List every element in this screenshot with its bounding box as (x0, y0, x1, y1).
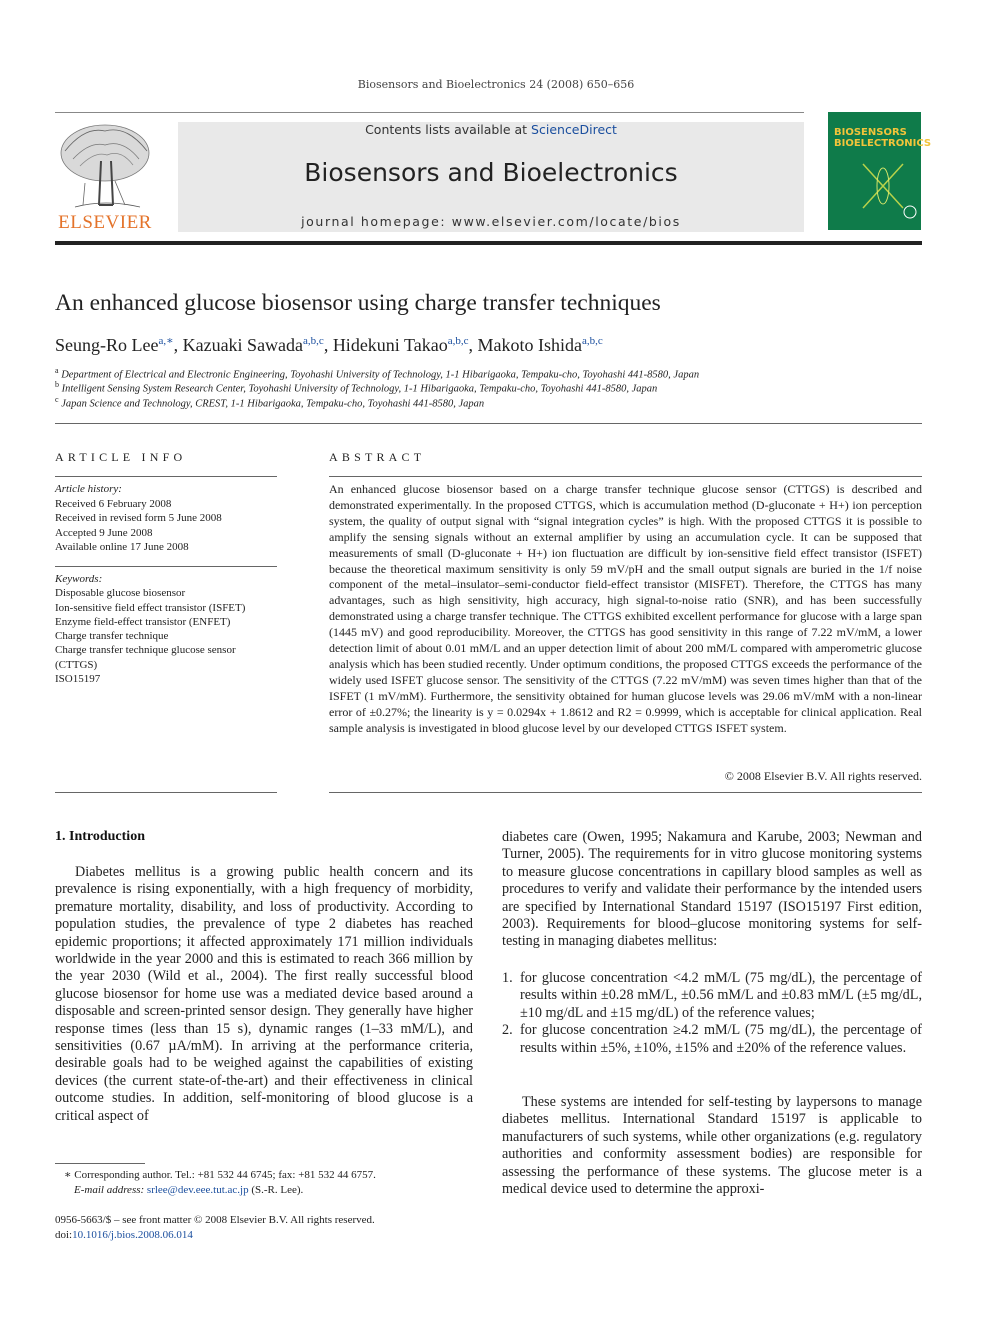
doi-label: doi: (55, 1228, 73, 1241)
journal-title: Biosensors and Bioelectronics (304, 158, 678, 187)
keywords-label: Keywords: (55, 573, 103, 585)
abstract-rule (329, 476, 922, 477)
footnote-rule (55, 1163, 145, 1164)
keyword-item: Charge transfer technique glucose sensor (55, 644, 236, 657)
keyword-item: Disposable glucose biosensor (55, 587, 186, 600)
cover-graphic-icon (858, 160, 908, 212)
cover-title-line1: BIOSENSORS (834, 127, 907, 138)
author-name[interactable]: Hidekuni Takao (332, 335, 448, 355)
intro-paragraph-right-1: diabetes care (Owen, 1995; Nakamura and Karube, 2003; Newman and Turner, 2005). The requirements for in vitro glucose monitoring systems to measure glucose concentrations in capillary blood samples as well as procedures to verify and validate their performance by the intended users are specified by International Standard 15197 (ISO15197 First edition, 2003). Requirements for blood–glucose monitoring systems for self-testing in managing diabetes mellitus: (502, 829, 922, 950)
email-label: E-mail address: (74, 1183, 147, 1196)
article-history (55, 482, 277, 555)
doi-line (55, 1228, 475, 1243)
requirement-text: for glucose concentration ≥4.2 mM/L (75 mg/dL), the percentage of results within ±5%, ±10%, ±15% and ±20% of the reference values. (520, 1022, 922, 1056)
author-name[interactable]: Kazuaki Sawada (182, 335, 304, 355)
history-item: Received in revised form 5 June 2008 (55, 512, 222, 524)
history-item: Received 6 February 2008 (55, 497, 172, 510)
sciencedirect-link[interactable]: ScienceDirect (531, 122, 617, 137)
author-list (55, 334, 603, 356)
history-label: Article history: (55, 483, 122, 495)
abstract-bottom-rule (329, 792, 922, 793)
article-info-rule (55, 476, 277, 477)
history-list (55, 497, 277, 555)
requirement-item (502, 1022, 922, 1057)
author-name[interactable]: Makoto Ishida (477, 335, 582, 355)
header-thick-rule (55, 241, 922, 245)
corresponding-author-text: ∗ Corresponding author. Tel.: +81 532 44 6745; fax: +81 532 44 6757. (64, 1169, 376, 1181)
requirement-number: 1. (502, 970, 513, 986)
author-name[interactable]: Seung-Ro Lee (55, 335, 159, 355)
abstract-text: An enhanced glucose biosensor based on a charge transfer technique glucose sensor (CTTGS) is described and demonstrated experimentally. In the proposed CTTGS, which is accumulation method (D-gluconate + H+) ion perception system, the quality of output signal with “signal integration cycles” is high. With the proposed CTTGS it is possible to amplify the sensing signals without an external amplifier by using an accumulation cycle. It can be supposed that measurements of small (D-gluconate + H+) ion fluctuation are difficult by ion-sensitive field effect transistor (ISFET) because the theoretical maximum sensitivity is only 59 mV/pH and the small output signals are buried in the 1/f noise component of the metal–insulator–semi-conductor field-effect transistor (MISFET). Therefore, the CTTGS has many advantages, such as high sensitivity, high accuracy, high signal-to-noise ratio (SNR), and has been successfully demonstrated using a charge transfer technique. The CTTGS exhibited excellent performance for glucose with a large span (1445 mV) and good reproducibility. Moreover, the CTTGS has good sensitivity in this range of 7.22 mV/mM, a lower detection limit of about 0.01 mM/L and an upper detection limit of about 200 mM/L compared with amperometric glucose analysis which has been studied recently. Under optimum conditions, the proposed CTTGS exceeds the performance of the widely used ISFET glucose sensor. The sensitivity of the CTTGS (7.22 mV/mM) was seven times higher than that of the ISFET (1 mV/mM). Furthermore, the sensitivity obtained for human glucose levels was 29.06 mV/mM with a non-linear error of ±0.27%; the linearity is y = 0.0294x + 1.8612 and R2 = 0.9999, which is acceptable for clinical application. Real sample analysis is investigated in blood glucose level by our developed CTTGS ISFET system. (329, 482, 922, 735)
corresponding-author-footnote (64, 1168, 484, 1197)
author-separator: , (323, 335, 333, 355)
intro-paragraph-right-2: These systems are intended for self-testing by laypersons to manage diabetes mellitus. International Standard 15197 is applicable to manufacturers of such systems, while other organizations (e.g. regulatory authorities and conformity assessment bodies) are responsible for assessing the performance of these systems. The glucose meter is a medical device used to determine the approxi- (502, 1094, 922, 1198)
journal-cover-thumbnail[interactable] (828, 112, 932, 230)
affiliation-c: $^c$ Japan Science and Technology, CREST, 1-1 Hibarigaoka, Tempaku-cho, Toyohashi 441-8580, Japan (55, 395, 485, 410)
author-affiliation-marks[interactable]: a,b,c (447, 335, 469, 347)
email-suffix: (S.-R. Lee). (248, 1183, 304, 1196)
introduction-heading: 1. Introduction (55, 829, 145, 844)
front-matter (55, 1213, 475, 1242)
affiliation-b: $^b$ Intelligent Sensing System Research Center, Toyohashi University of Technology, 1-1 Hibarigaoka, Tempaku-cho, Toyohashi 441-8580, Japan (55, 380, 658, 395)
journal-homepage[interactable]: journal homepage: www.elsevier.com/locate/bios (301, 214, 681, 229)
abstract-heading: ABSTRACT (329, 450, 426, 464)
author-separator: , (468, 335, 478, 355)
cover-emblem-icon (902, 204, 918, 220)
author-affiliation-marks[interactable]: a,b,c (581, 335, 603, 347)
affiliation-a: $^a$ Department of Electrical and Electronic Engineering, Toyohashi University of Technology, 1-1 Hibarigaoka, Tempaku-cho, Toyohashi 441-8580, Japan (55, 366, 700, 381)
keyword-item: Enzyme field-effect transistor (ENFET) (55, 615, 231, 628)
author-separator: , (173, 335, 183, 355)
article-info-bottom-rule (55, 792, 277, 793)
history-item: Available online 17 June 2008 (55, 541, 189, 553)
doi-link[interactable]: 10.1016/j.bios.2008.06.014 (72, 1228, 193, 1241)
copyright-notice: © 2008 Elsevier B.V. All rights reserved. (724, 769, 922, 783)
keywords-rule (55, 566, 277, 567)
header-top-rule (55, 112, 804, 113)
affiliation-divider (55, 423, 922, 424)
keyword-list (55, 586, 277, 686)
requirement-item (502, 970, 922, 1022)
email-line (64, 1183, 484, 1198)
requirements-list (502, 970, 922, 1057)
front-matter-text: 0956-5663/$ – see front matter © 2008 Elsevier B.V. All rights reserved. (55, 1214, 375, 1226)
journal-citation: Biosensors and Bioelectronics 24 (2008) 650–656 (357, 78, 635, 91)
cover-title-line2: BIOELECTRONICS (834, 138, 932, 149)
intro-paragraph-left: Diabetes mellitus is a growing public health concern and its prevalence is rising exponentially, with a high frequency of morbidity, premature mortality, disability, and loss of productivity. According to population studies, the prevalence of type 2 diabetes has reached epidemic proportions; it affected approximately 171 million individuals worldwide in the year 2000 and this is estimated to reach 366 million by the year 2030 (Wild et al., 2004). The first really successful blood glucose biosensor for home use was a mediated device based around a disposable and screen-printed sensor design. They generally have higher response times (less than 15 s), dynamic ranges (1–33 mM/L), and sensitivities (0.67 µA/mM). In arriving at the performance criteria, desirable goals had to be weighed against the capabilities of existing devices (the current state-of-the-art) and their effectiveness in clinical outcome studies. In addition, self-monitoring of blood glucose is a critical aspect of (55, 864, 473, 1124)
keyword-item: Charge transfer technique (55, 630, 169, 643)
keyword-item: (CTTGS) (55, 658, 98, 671)
contents-prefix: Contents lists available at (365, 122, 532, 137)
keywords-block (55, 572, 277, 686)
requirement-text: for glucose concentration <4.2 mM/L (75 mg/dL), the percentage of results within ±0.28 mM/L, ±0.56 mM/L and ±0.83 mM/L (±5 mg/dL, ±10 mg/dL and ±15 mg/dL) of the reference values; (520, 970, 922, 1021)
article-info-heading: ARTICLE INFO (55, 450, 187, 464)
tree-icon (55, 121, 155, 213)
email-link[interactable]: srlee@dev.eee.tut.ac.jp (146, 1183, 249, 1196)
article-title: An enhanced glucose biosensor using charge transfer techniques (55, 290, 661, 316)
contents-line (178, 122, 804, 137)
keyword-item: Ion-sensitive field effect transistor (ISFET) (55, 601, 246, 614)
author-affiliation-marks[interactable]: a,∗ (158, 335, 174, 347)
keyword-item: ISO15197 (55, 673, 101, 686)
elsevier-wordmark[interactable]: ELSEVIER (58, 212, 152, 233)
history-item: Accepted 9 June 2008 (55, 526, 153, 539)
requirement-number: 2. (502, 1022, 513, 1039)
author-affiliation-marks[interactable]: a,b,c (303, 335, 324, 347)
